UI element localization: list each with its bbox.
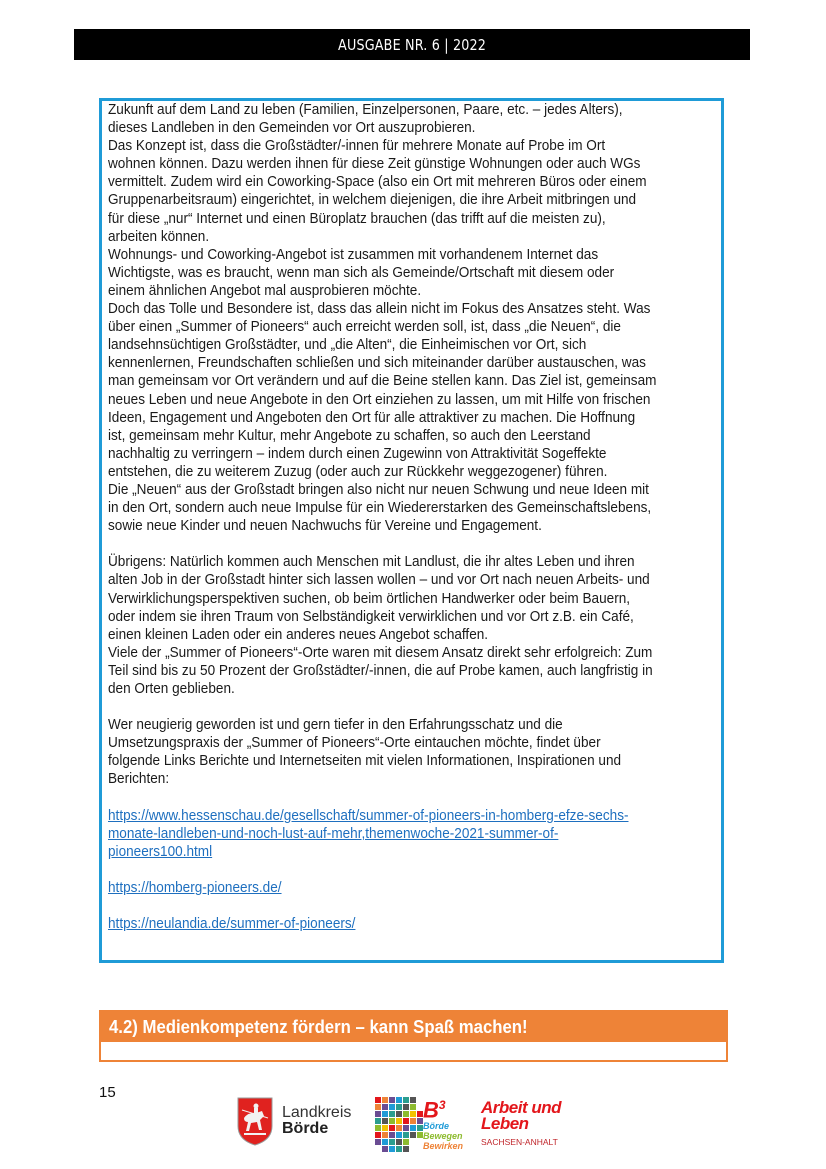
body-text-line — [108, 228, 724, 246]
text: Das Konzept ist, dass die Großstädter/-innen für mehrere Monate auf Probe im Ort — [108, 138, 606, 155]
body-text-line — [108, 463, 724, 481]
text: dieses Landleben in den Gemeinden vor Ort auszuprobieren. — [108, 120, 476, 137]
body-text-line — [108, 191, 724, 209]
b3-line-boerde: Börde — [423, 1121, 450, 1132]
link-line — [108, 825, 724, 843]
body-text-line — [108, 318, 724, 336]
text: den Orten geblieben. — [108, 681, 235, 697]
text: folgende Links Berichte und Internetseiten mit vielen Informationen, Inspirationen und — [108, 753, 622, 770]
b3-text — [423, 1094, 463, 1151]
text: Umsetzungspraxis der „Summer of Pioneers“-Orte eintauchen möchte, findet über — [108, 735, 601, 752]
aul-line2: Leben — [481, 1114, 529, 1133]
text: einem ähnlichen Angebot mal ausprobieren möchte. — [108, 282, 422, 299]
text: Die „Neuen“ aus der Großstadt bringen also nicht nur neuen Schwung und neue Ideen mit — [108, 481, 649, 498]
body-text-line — [108, 662, 724, 680]
text: für diese „nur“ Internet und einen Büroplatz brauchen (das trifft auf die meisten zu), — [108, 210, 606, 227]
body-text-line — [108, 246, 724, 264]
issue-header-bar — [74, 29, 750, 60]
reference-link[interactable]: https://neulandia.de/summer-of-pioneers/ — [108, 916, 356, 933]
info-box-content — [108, 101, 724, 933]
aul-subtitle: SACHSEN-ANHALT — [481, 1137, 558, 1147]
text: arbeiten können. — [108, 228, 210, 245]
b3-letter: B — [423, 1097, 439, 1123]
section-header-box — [99, 1010, 728, 1062]
text: Gruppenarbeitsraum) eingerichtet, in welchem diejenigen, die ihre Arbeit mitbringen und — [108, 192, 637, 209]
text: vermittelt. Zudem wird ein Coworking-Space (also ein Ort mit mehreren Büros oder einem — [108, 174, 647, 191]
text: Viele der „Summer of Pioneers“-Orte waren mit diesem Ansatz direkt sehr erfolgreich: Zum — [108, 644, 653, 661]
body-text-line — [108, 137, 724, 155]
body-text-line — [108, 264, 724, 282]
section-title-bar — [101, 1012, 726, 1042]
text: Wichtigste, was es braucht, wenn man sich als Gemeinde/Ortschaft mit diesem oder — [108, 264, 615, 281]
body-text-line — [108, 336, 724, 354]
text: entstehen, die zu weiterem Zuzug (oder auch zur Rückkehr weggezogener) führen. — [108, 463, 608, 480]
body-text-line — [108, 445, 724, 463]
text: nachhaltig zu verringern – indem durch einen Zugewinn von Attraktivität Sogeffekte — [108, 445, 607, 462]
text: Zukunft auf dem Land zu leben (Familien, Einzelpersonen, Paare, etc. – jedes Alters), — [108, 102, 623, 118]
link-line — [108, 915, 724, 933]
paragraph-gap — [108, 535, 724, 553]
landkreis-text — [282, 1105, 351, 1137]
paragraph-gap — [108, 897, 724, 915]
text: neues Leben und neue Angebote in den Ort einziehen zu lassen, um mit Hilfe von frischen — [108, 391, 651, 408]
text: landsehnsüchtigen Großstädter, und „die Alten“, die Einheimischen vor Ort, sich — [108, 337, 587, 354]
body-text-line — [108, 752, 724, 770]
paragraph-gap — [108, 789, 724, 807]
b3-logo — [373, 1094, 463, 1156]
body-text-line — [108, 644, 724, 662]
body-text-line — [108, 481, 724, 499]
body-text-line — [108, 553, 724, 571]
text: oder indem sie ihren Traum von Selbständigkeit verwirklichen und vor Ort z.B. ein Café, — [108, 608, 634, 625]
link-line — [108, 807, 724, 825]
text: Übrigens: Natürlich kommen auch Menschen mit Landlust, die ihr altes Leben und ihren — [108, 554, 635, 571]
text: sowie neue Kinder und neuen Nachwuchs für Vereine und Engagement. — [108, 518, 542, 535]
b3-line-bewegen: Bewegen — [423, 1131, 463, 1142]
landkreis-line1: Landkreis — [282, 1104, 352, 1121]
body-text-line — [108, 282, 724, 300]
reference-link[interactable]: monate-landleben-und-noch-lust-auf-mehr,themenwoche-2021-summer-of- — [108, 825, 559, 842]
body-text-line — [108, 517, 724, 535]
paragraph-gap — [108, 698, 724, 716]
text: Berichten: — [108, 771, 170, 788]
page-number: 15 — [99, 1084, 116, 1101]
text: Verwirklichungsperspektiven suchen, ob beim örtlichen Handwerker oder beim Bauern, — [108, 590, 631, 607]
body-text-line — [108, 626, 724, 644]
text: Doch das Tolle und Besondere ist, dass das allein nicht im Fokus des Ansatzes steht. Was — [108, 301, 651, 318]
body-text-line — [108, 734, 724, 752]
text: über einen „Summer of Pioneers“ auch erreicht werden soll, ist, dass „die Neuen“, die — [108, 319, 621, 336]
body-text-line — [108, 427, 724, 445]
text: kennenlernen, Freundschaften schließen und sich miteinander darüber austauschen, was — [108, 355, 646, 372]
body-text-line — [108, 499, 724, 517]
body-text-line — [108, 391, 724, 409]
landkreis-boerde-logo — [236, 1096, 351, 1146]
text: Wohnungs- und Coworking-Angebot ist zusammen mit vorhandenem Internet das — [108, 246, 599, 263]
aul-line1: Arbeit und — [481, 1098, 561, 1117]
text: Wer neugierig geworden ist und gern tiefer in den Erfahrungsschatz und die — [108, 717, 563, 734]
body-text-line — [108, 770, 724, 788]
body-text-line — [108, 716, 724, 734]
mosaic-map-icon — [373, 1094, 425, 1154]
issue-title: AUSGABE NR. 6 | 2022 — [337, 35, 487, 54]
body-text-line — [108, 590, 724, 608]
text: in den Ort, sondern auch neue Impulse für ein Wiedererstarken des Gemeinschaftslebens, — [108, 500, 652, 517]
body-text-line — [108, 210, 724, 228]
landkreis-line2: Börde — [282, 1120, 329, 1137]
body-text-line — [108, 119, 724, 137]
body-text-line — [108, 354, 724, 372]
link-line — [108, 879, 724, 897]
paragraph-gap — [108, 861, 724, 879]
body-text-line — [108, 101, 724, 119]
text: einen kleinen Laden oder ein anderes neues Angebot schaffen. — [108, 626, 489, 643]
text: Ideen, Engagement und Angeboten den Ort für alle attraktiver zu machen. Die Hoffnung — [108, 409, 636, 426]
reference-link[interactable]: pioneers100.html — [108, 843, 213, 860]
body-text-line — [108, 173, 724, 191]
b3-line-bewirken: Bewirken — [423, 1141, 464, 1152]
body-text-line — [108, 608, 724, 626]
text: alten Job in der Großstadt hinter sich lassen wollen – und vor Ort nach neuen Arbeits- und — [108, 572, 650, 589]
reference-link[interactable]: https://homberg-pioneers.de/ — [108, 880, 282, 897]
body-text-line — [108, 372, 724, 390]
arbeit-und-leben-logo — [481, 1100, 561, 1147]
b3-superscript: 3 — [438, 1098, 446, 1112]
section-title: 4.2) Medienkompetenz fördern – kann Spaß machen! — [109, 1016, 528, 1037]
text: man gemeinsam vor Ort verändern und auf die Beine stellen kann. Das Ziel ist, gemeinsam — [108, 373, 657, 390]
body-text-line — [108, 409, 724, 427]
body-text-line — [108, 680, 724, 698]
coat-of-arms-icon — [236, 1096, 274, 1146]
reference-link[interactable]: https://www.hessenschau.de/gesellschaft/summer-of-pioneers-in-homberg-efze-sechs- — [108, 807, 629, 824]
body-text-line — [108, 155, 724, 173]
text: Teil sind bis zu 50 Prozent der Großstädter/-innen, die auf Probe kamen, auch langfristig in — [108, 662, 653, 679]
link-line — [108, 843, 724, 861]
body-text-line — [108, 571, 724, 589]
text: ist, gemeinsam mehr Kultur, mehr Angebote zu schaffen, so auch den Leerstand — [108, 427, 591, 444]
text: wohnen können. Dazu werden ihnen für diese Zeit günstige Wohnungen oder auch WGs — [108, 156, 641, 173]
body-text-line — [108, 300, 724, 318]
